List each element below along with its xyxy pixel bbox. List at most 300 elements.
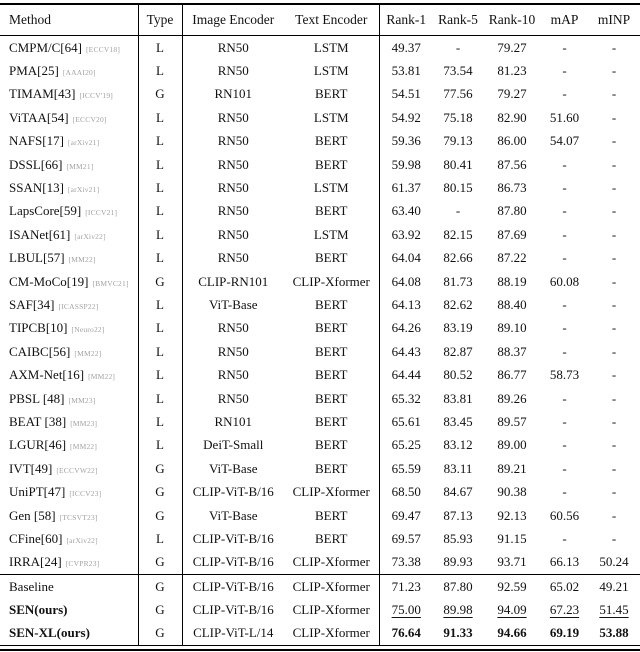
venue-tag: [arXiv21] (67, 138, 100, 148)
rank1-cell: 59.36 (379, 130, 433, 153)
method-cell (0, 270, 138, 293)
rank5-cell: 73.54 (443, 63, 473, 79)
rank5-cell: 82.66 (443, 250, 473, 266)
rank5-cell: 89.98 (443, 602, 473, 618)
rank5-cell: 85.93 (443, 530, 473, 546)
rank10-cell: 87.80 (497, 203, 527, 219)
method-cell (0, 83, 138, 106)
col-minp: mINP (588, 4, 640, 36)
type-cell: G (138, 83, 182, 106)
minp-cell: - (611, 530, 617, 546)
rank1-cell: 64.13 (379, 293, 433, 316)
image-encoder-cell: CLIP-ViT-B/16 (192, 602, 274, 618)
method-cell (0, 200, 138, 223)
method-name: AXM-Net[16] (9, 367, 85, 383)
rank10-cell: 88.37 (497, 343, 527, 359)
method-cell (0, 130, 138, 153)
map-cell: 66.13 (549, 554, 580, 570)
table-row (0, 574, 640, 598)
type-cell: L (138, 293, 182, 316)
venue-tag: [arXiv22] (66, 535, 98, 545)
method-name: IVT[49] (9, 460, 53, 476)
map-cell: - (562, 320, 567, 336)
text-encoder-cell: LSTM (313, 226, 349, 242)
venue-tag: [ICASSP22] (58, 301, 99, 311)
table-row (0, 551, 640, 575)
method-name: CAIBC[56] (9, 343, 71, 359)
venue-tag: [MM23] (68, 395, 96, 405)
venue-tag: [MM22] (70, 442, 98, 452)
rank1-cell: 53.81 (379, 59, 433, 82)
table-row (0, 36, 640, 60)
map-cell: - (562, 63, 567, 79)
method-cell (0, 363, 138, 386)
image-encoder-cell: RN50 (217, 203, 249, 219)
image-encoder-cell: RN50 (217, 367, 249, 383)
minp-cell: 51.45 (599, 602, 629, 618)
rank5-cell: 87.80 (433, 574, 483, 598)
method-name: SAF[34] (9, 296, 55, 312)
method-name: PMA[25] (9, 63, 59, 79)
map-cell: - (562, 390, 567, 406)
method-name: TIPCB[10] (9, 320, 68, 336)
table-row (0, 176, 640, 199)
method-name: SEN(ours) (9, 602, 68, 618)
text-encoder-cell: BERT (315, 530, 348, 546)
minp-cell: - (611, 180, 617, 196)
minp-cell: - (611, 86, 617, 102)
type-cell: G (138, 622, 182, 645)
table-row (0, 410, 640, 433)
venue-tag: [arXiv21] (67, 185, 100, 195)
col-image-encoder: Image Encoder (182, 4, 284, 36)
rank10-cell: 81.23 (497, 63, 527, 79)
minp-cell: - (611, 63, 617, 79)
venue-tag: [MM21] (66, 161, 94, 171)
table-header (0, 4, 640, 36)
method-name: Gen [58] (9, 507, 56, 523)
rank5-cell: 80.15 (443, 180, 473, 196)
rank5-cell: 83.11 (443, 460, 473, 476)
rank5-cell: 82.87 (443, 343, 473, 359)
rank10-cell: 89.10 (497, 320, 527, 336)
map-cell: - (562, 413, 567, 429)
minp-cell: - (611, 203, 617, 219)
bottom-double-rule (0, 645, 640, 651)
col-map: mAP (541, 4, 588, 36)
image-encoder-cell: RN50 (217, 39, 249, 55)
method-name: CM-MoCo[19] (9, 273, 89, 289)
rank10-cell: 86.77 (497, 367, 527, 383)
header-row (0, 4, 640, 36)
image-encoder-cell: RN50 (217, 390, 249, 406)
method-name: ISANet[61] (9, 226, 71, 242)
text-encoder-cell: LSTM (313, 109, 349, 125)
type-cell: L (138, 59, 182, 82)
table-row (0, 457, 640, 480)
col-text-encoder: Text Encoder (284, 4, 379, 36)
image-encoder-cell: RN50 (217, 109, 249, 125)
type-cell: L (138, 36, 182, 60)
rank1-cell: 73.38 (379, 551, 433, 575)
map-cell: - (562, 86, 567, 102)
image-encoder-cell: CLIP-ViT-B/16 (192, 530, 274, 546)
image-encoder-cell: ViT-Base (208, 460, 258, 476)
minp-cell: - (611, 39, 617, 55)
method-cell (0, 551, 138, 575)
rank1-cell: 71.23 (379, 574, 433, 598)
map-cell: 67.23 (549, 602, 580, 618)
image-encoder-cell: ViT-Base (208, 296, 258, 312)
col-type: Type (138, 4, 182, 36)
type-cell: L (138, 410, 182, 433)
rank5-cell: 75.18 (443, 109, 473, 125)
method-name: CFine[60] (9, 530, 63, 546)
minp-cell: - (611, 109, 617, 125)
venue-tag: [MM22] (88, 372, 116, 382)
text-encoder-cell: BERT (315, 86, 348, 102)
method-cell (0, 457, 138, 480)
text-encoder-cell: BERT (315, 156, 348, 172)
method-name: TIMAM[43] (9, 86, 76, 102)
table-row (0, 293, 640, 316)
rank5-cell: 83.19 (443, 320, 473, 336)
type-cell: L (138, 317, 182, 340)
venue-tag: [AAAI20] (62, 68, 96, 78)
rank10-cell: 88.19 (497, 273, 527, 289)
table-row (0, 504, 640, 527)
venue-tag: [MM22] (74, 348, 102, 358)
table-row (0, 363, 640, 386)
venue-tag: [ECCVW22] (56, 465, 98, 475)
text-encoder-cell: CLIP-Xformer (292, 554, 370, 570)
rank5-cell: 79.13 (443, 133, 473, 149)
method-cell (0, 410, 138, 433)
text-encoder-cell: CLIP-Xformer (284, 574, 379, 598)
text-encoder-cell: CLIP-Xformer (292, 602, 370, 618)
minp-cell: - (611, 320, 617, 336)
table-row (0, 317, 640, 340)
text-encoder-cell: CLIP-Xformer (292, 625, 370, 641)
minp-cell: - (611, 250, 617, 266)
map-cell: 60.56 (549, 507, 580, 523)
table-row (0, 622, 640, 645)
minp-cell: - (611, 273, 617, 289)
rank5-cell: 81.73 (443, 273, 473, 289)
rank1-cell: 65.32 (379, 387, 433, 410)
map-cell: 69.19 (549, 625, 580, 641)
method-name: SSAN[13] (9, 180, 64, 196)
text-encoder-cell: LSTM (313, 63, 349, 79)
table-row (0, 200, 640, 223)
method-cell (0, 106, 138, 129)
method-name: IRRA[24] (9, 554, 62, 570)
rank1-cell: 63.92 (379, 223, 433, 246)
type-cell: G (138, 480, 182, 503)
map-cell: - (562, 343, 567, 359)
method-cell (0, 574, 138, 598)
text-encoder-cell: BERT (315, 320, 348, 336)
type-cell: L (138, 434, 182, 457)
image-encoder-cell: RN50 (217, 226, 249, 242)
type-cell: L (138, 387, 182, 410)
col-method: Method (0, 4, 138, 36)
minp-cell: - (611, 437, 617, 453)
method-cell (0, 340, 138, 363)
method-cell (0, 176, 138, 199)
rank10-cell: 79.27 (497, 39, 527, 55)
method-cell (0, 293, 138, 316)
map-cell: 54.07 (549, 133, 580, 149)
image-encoder-cell: RN50 (217, 133, 249, 149)
table-row (0, 106, 640, 129)
text-encoder-cell: BERT (315, 203, 348, 219)
rank1-cell: 54.51 (379, 83, 433, 106)
rank1-cell: 65.61 (379, 410, 433, 433)
rank5-cell: 77.56 (443, 86, 473, 102)
method-cell (0, 527, 138, 550)
rank10-cell: 79.27 (497, 86, 527, 102)
rank10-cell: 88.40 (497, 296, 527, 312)
method-name: ViTAA[54] (9, 109, 69, 125)
rank1-cell: 76.64 (379, 622, 433, 645)
table-row (0, 130, 640, 153)
table-row (0, 223, 640, 246)
rank1-cell: 59.98 (379, 153, 433, 176)
rank10-cell: 82.90 (497, 109, 527, 125)
image-encoder-cell: RN50 (217, 63, 249, 79)
venue-tag: [ECCV20] (72, 114, 107, 124)
method-name: LGUR[46] (9, 437, 67, 453)
rank10-cell: 89.26 (497, 390, 527, 406)
minp-cell: - (611, 226, 617, 242)
venue-tag: [ICCV'19] (79, 91, 114, 101)
type-cell: G (138, 551, 182, 575)
rank10-cell: 92.13 (497, 507, 527, 523)
image-encoder-cell: DeiT-Small (203, 437, 264, 453)
type-cell: L (138, 200, 182, 223)
method-cell (0, 434, 138, 457)
type-cell: L (138, 363, 182, 386)
minp-cell: - (611, 133, 617, 149)
venue-tag: [ECCV18] (85, 44, 121, 54)
results-table (0, 3, 640, 645)
text-encoder-cell: BERT (315, 133, 348, 149)
type-cell: L (138, 223, 182, 246)
table-row (0, 434, 640, 457)
rank5-cell: - (455, 203, 461, 219)
image-encoder-cell: RN101 (214, 413, 253, 429)
image-encoder-cell: CLIP-ViT-B/16 (192, 554, 274, 570)
map-cell: - (562, 156, 567, 172)
map-cell: - (562, 437, 567, 453)
method-name: DSSL[66] (9, 156, 63, 172)
rank1-cell: 61.37 (379, 176, 433, 199)
venue-tag: [ICCV21] (85, 208, 118, 218)
method-name: NAFS[17] (9, 133, 64, 149)
table-row (0, 387, 640, 410)
rank1-cell: 64.43 (379, 340, 433, 363)
col-rank10: Rank-10 (483, 4, 541, 36)
minp-cell: - (611, 390, 617, 406)
method-cell (0, 598, 138, 621)
method-cell (0, 317, 138, 340)
rank1-cell: 64.08 (379, 270, 433, 293)
text-encoder-cell: BERT (315, 250, 348, 266)
type-cell: G (138, 270, 182, 293)
rank1-cell: 68.50 (379, 480, 433, 503)
rank5-cell: 83.12 (443, 437, 473, 453)
method-cell (0, 247, 138, 270)
type-cell: G (138, 504, 182, 527)
rank5-cell: 84.67 (443, 484, 473, 500)
rank5-cell: 82.62 (443, 296, 473, 312)
table-row (0, 247, 640, 270)
type-cell: G (138, 598, 182, 621)
venue-tag: [Neuro22] (71, 325, 105, 335)
table-body (0, 36, 640, 646)
method-name: LBUL[57] (9, 250, 65, 266)
venue-tag: [MM23] (70, 418, 98, 428)
map-cell: - (562, 296, 567, 312)
minp-cell: - (611, 507, 617, 523)
method-name: Baseline (9, 578, 54, 594)
minp-cell: 49.21 (588, 574, 640, 598)
table-row (0, 340, 640, 363)
minp-cell: - (611, 367, 617, 383)
image-encoder-cell: RN50 (217, 343, 249, 359)
minp-cell: - (611, 343, 617, 359)
rank5-cell: 87.13 (443, 507, 473, 523)
text-encoder-cell: BERT (315, 343, 348, 359)
text-encoder-cell: BERT (315, 437, 348, 453)
minp-cell: - (611, 156, 617, 172)
rank1-cell: 65.59 (379, 457, 433, 480)
rank10-cell: 89.57 (497, 413, 527, 429)
map-cell: - (562, 460, 567, 476)
text-encoder-cell: BERT (315, 413, 348, 429)
venue-tag: [TCSVT23] (59, 512, 98, 522)
method-name: SEN-XL(ours) (9, 625, 90, 641)
rank10-cell: 87.22 (497, 250, 527, 266)
method-cell (0, 480, 138, 503)
method-cell (0, 223, 138, 246)
rank10-cell: 86.73 (497, 180, 527, 196)
rank5-cell: - (455, 39, 461, 55)
image-encoder-cell: CLIP-ViT-L/14 (193, 625, 274, 641)
rank5-cell: 89.93 (443, 554, 473, 570)
rank1-cell: 64.04 (379, 247, 433, 270)
minp-cell: 53.88 (599, 625, 629, 641)
rank5-cell: 91.33 (443, 625, 473, 641)
table-row (0, 83, 640, 106)
text-encoder-cell: BERT (315, 296, 348, 312)
rank10-cell: 94.09 (497, 602, 527, 618)
table-row (0, 153, 640, 176)
image-encoder-cell: RN50 (217, 156, 249, 172)
rank5-cell: 83.45 (443, 413, 473, 429)
col-rank1: Rank-1 (379, 4, 433, 36)
type-cell: L (138, 106, 182, 129)
table-row (0, 598, 640, 621)
image-encoder-cell: CLIP-ViT-B/16 (192, 484, 274, 500)
rank1-cell: 65.25 (379, 434, 433, 457)
text-encoder-cell: BERT (315, 460, 348, 476)
rank10-cell: 91.15 (497, 530, 527, 546)
rank1-cell: 75.00 (379, 598, 433, 621)
venue-tag: [arXiv22] (74, 231, 106, 241)
minp-cell: 50.24 (599, 554, 629, 570)
type-cell: L (138, 153, 182, 176)
map-cell: - (562, 226, 567, 242)
venue-tag: [ICCV23] (69, 489, 102, 499)
rank10-cell: 89.00 (497, 437, 527, 453)
rank10-cell: 93.71 (497, 554, 527, 570)
map-cell: - (562, 180, 567, 196)
type-cell: L (138, 340, 182, 363)
method-cell (0, 387, 138, 410)
rank1-cell: 69.57 (379, 527, 433, 550)
method-name: UniPT[47] (9, 484, 66, 500)
type-cell: G (138, 457, 182, 480)
rank1-cell: 64.44 (379, 363, 433, 386)
text-encoder-cell: LSTM (313, 180, 349, 196)
minp-cell: - (611, 460, 617, 476)
text-encoder-cell: BERT (315, 507, 348, 523)
map-cell: - (562, 250, 567, 266)
venue-tag: [BMVC21] (92, 278, 129, 288)
rank1-cell: 63.40 (379, 200, 433, 223)
rank10-cell: 90.38 (497, 484, 527, 500)
rank10-cell: 94.66 (497, 625, 527, 641)
map-cell: 58.73 (549, 367, 580, 383)
rank1-cell: 69.47 (379, 504, 433, 527)
text-encoder-cell: CLIP-Xformer (292, 484, 370, 500)
map-cell: - (562, 484, 567, 500)
method-cell (0, 36, 138, 60)
map-cell: - (562, 203, 567, 219)
table-row (0, 527, 640, 550)
table-row (0, 480, 640, 503)
rank5-cell: 80.41 (443, 156, 473, 172)
text-encoder-cell: CLIP-Xformer (292, 273, 370, 289)
image-encoder-cell: CLIP-ViT-B/16 (182, 574, 284, 598)
method-name: BEAT [38] (9, 413, 67, 429)
table-row (0, 270, 640, 293)
type-cell: L (138, 247, 182, 270)
minp-cell: - (611, 484, 617, 500)
text-encoder-cell: BERT (315, 390, 348, 406)
type-cell: L (138, 130, 182, 153)
table-row (0, 59, 640, 82)
map-cell: 51.60 (549, 109, 580, 125)
rank5-cell: 83.81 (443, 390, 473, 406)
rank10-cell: 89.21 (497, 460, 527, 476)
method-name: CMPM/C[64] (9, 39, 82, 55)
minp-cell: - (611, 413, 617, 429)
rank5-cell: 80.52 (443, 367, 473, 383)
image-encoder-cell: RN50 (217, 250, 249, 266)
type-cell: L (138, 527, 182, 550)
map-cell: - (562, 530, 567, 546)
method-cell (0, 622, 138, 645)
col-rank5: Rank-5 (433, 4, 483, 36)
map-cell: 65.02 (541, 574, 588, 598)
rank10-cell: 87.69 (497, 226, 527, 242)
method-name: LapsCore[59] (9, 203, 82, 219)
method-name: PBSL [48] (9, 390, 65, 406)
method-cell (0, 59, 138, 82)
